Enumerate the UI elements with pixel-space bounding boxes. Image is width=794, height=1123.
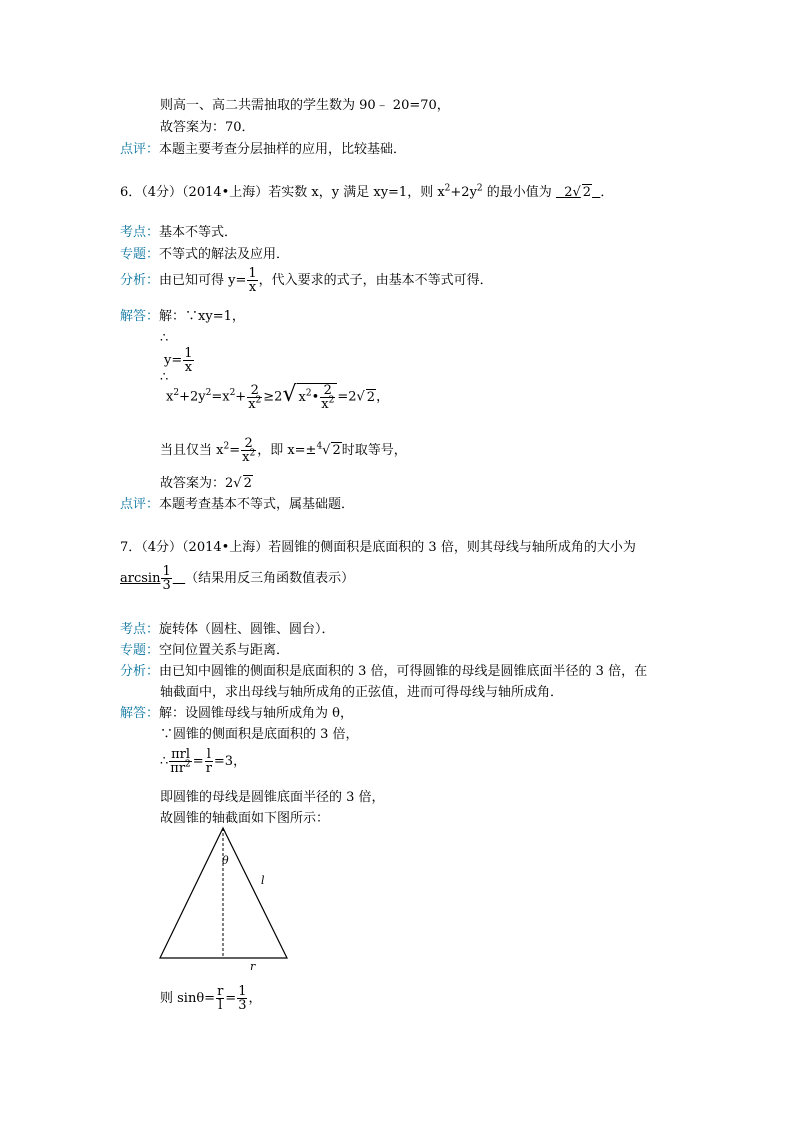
- q6-zhuanti: 专题：不等式的解法及应用．: [120, 247, 290, 262]
- review-label: 点评：: [120, 142, 160, 157]
- q6-dianping: 点评：本题考查基本不等式，属基础题．: [120, 497, 355, 512]
- q6-answer-line: 故答案为：2√ 2: [160, 476, 252, 491]
- q6-equality-condition: 当且仅当 $x^2=$ $\frac{2}{x^2}$ ，即 x=±$^4$√ 2时取等号，: [160, 436, 407, 465]
- q6-kaodian: 考点：基本不等式．: [120, 225, 238, 240]
- q6-jieda: 解答：解：∵xy=1，: [120, 309, 245, 324]
- q6-stem: 6．（4分）（2014•上海）若实数 x，y 满足 xy=1，则 $x^2+2y^2$ 的最小值为 2√ 2 ．: [120, 183, 614, 200]
- q6-step-y: ∴ y= $\frac{1}{x}$: [160, 331, 193, 375]
- q7-zhuanti: 专题：空间位置关系与距离．: [120, 643, 290, 658]
- radius-label: r: [250, 960, 256, 973]
- q7-step-2: ∴ $\frac{\text{πrl}}{\pi r^2}$ = $\frac{l}{r}$ =3，: [160, 747, 247, 776]
- q7-step-3: 即圆锥的母线是圆锥底面半径的 3 倍，: [160, 790, 385, 805]
- q7-step-1: ∵圆锥的侧面积是底面积的 3 倍，: [160, 727, 359, 742]
- cone-axial-section-diagram: [150, 822, 300, 977]
- review-text: 本题主要考查分层抽样的应用，比较基础．: [159, 142, 407, 157]
- review-row: [120, 142, 406, 158]
- q7-jieda: 解答：解：设圆锥母线与轴所成角为 θ，: [120, 706, 353, 721]
- q7-step-4: 故圆锥的轴截面如下图所示：: [160, 811, 330, 826]
- q7-fenxi: 分析：由已知中圆锥的侧面积是底面积的 3 倍，可得圆锥的母线是圆锥底面半径的 3 倍，在: [120, 664, 648, 679]
- theta-label: θ: [222, 854, 229, 867]
- radical: √ $x^2•$ $\frac{2}{x^2}$: [282, 383, 337, 411]
- q7-sine: 则 sinθ= $\frac{r}{l}$ = $\frac{1}{3}$ ，: [160, 984, 262, 1013]
- slant-label: l: [261, 874, 265, 887]
- q6-inequality: $x^2+2y^2=x^2+$ $\frac{2}{x^2}$ ≥2√ $x^2•$ $\frac{2}{x^2}$ =2√ 2，: [166, 382, 390, 412]
- answer-line: 故答案为：70．: [160, 120, 255, 135]
- q6-answer: 2√ 2: [564, 185, 592, 200]
- q6-fenxi: 分析：由已知可得 y= $\frac{1}{x}$ ，代入要求的式子，由基本不等式可得．: [120, 266, 493, 295]
- fraction: $\frac{1}{x}$: [248, 266, 257, 295]
- solution-line: 则高一、高二共需抽取的学生数为 90﹣ 20=70，: [160, 98, 450, 113]
- q7-answer: arcsin $\frac{1}{3}$ （结果用反三角函数值表示）: [120, 564, 355, 593]
- q7-stem: 7．（4分）（2014•上海）若圆锥的侧面积是底面积的 3 倍，则其母线与轴所成角的大小为: [120, 540, 636, 555]
- q7-fenxi-cont: 轴截面中，求出母线与轴所成角的正弦值，进而可得母线与轴所成角．: [160, 685, 564, 700]
- q6-therefore: ∴: [160, 370, 169, 385]
- q7-kaodian: 考点：旋转体（圆柱、圆锥、圆台）．: [120, 622, 335, 637]
